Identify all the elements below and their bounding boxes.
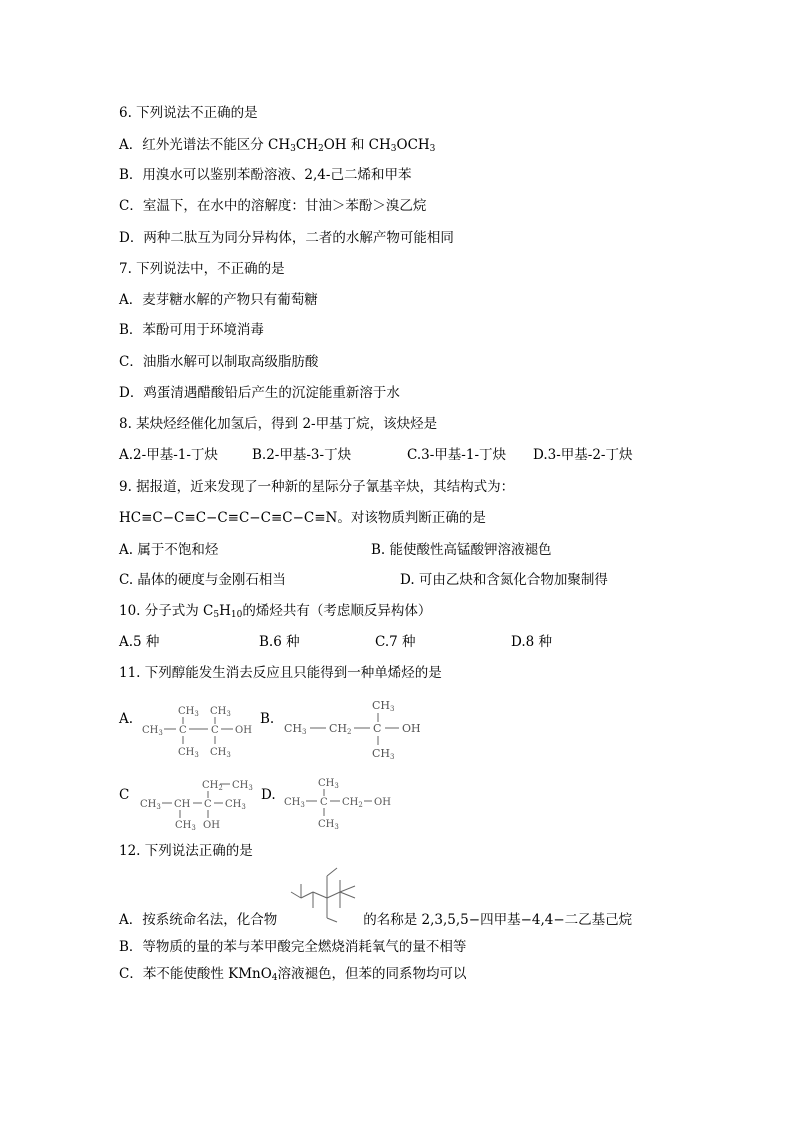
svg-text:CH3: $CH_3$ (232, 780, 253, 792)
q10-stem: 10. 分子式为 $C_5H_{10}$的烯烃共有（考虑顺反异构体） (119, 603, 432, 620)
q6-option-d: D．两种二肽互为同分异构体，二者的水解产物可能相同 (119, 230, 454, 246)
q12-option-c: C．苯不能使酸性 KMnO$_4$溶液褪色，但苯的同系物均可以 (119, 966, 467, 983)
q11-option-a-label: A. (119, 711, 134, 727)
q9-option-d: D. 可由乙炔和含氮化合物加聚制得 (400, 572, 608, 588)
svg-text:C: C (179, 725, 187, 736)
q9-formula-line: HC≡C−C≡C−C≡C−C≡C−C≡N。对该物质判断正确的是 (119, 510, 486, 526)
q7-option-a: A．麦芽糖水解的产物只有葡萄糖 (119, 292, 318, 308)
svg-text:CH3: $CH_3$ (284, 797, 305, 809)
q6-option-c: C．室温下，在水中的溶解度：甘油＞苯酚＞溴乙烷 (119, 198, 427, 214)
q6-option-b: B．用溴水可以鉴别苯酚溶液、2,4-己二烯和甲苯 (119, 167, 412, 183)
q11-option-b-label: B. (260, 711, 275, 727)
q11-structure-d (282, 774, 402, 834)
svg-text:C: C (204, 799, 212, 810)
q8-option-b: B.2-甲基-3-丁炔 (252, 447, 352, 463)
q8-option-d: D.3-甲基-2-丁炔 (533, 447, 633, 463)
svg-text:OH: OH (402, 722, 421, 735)
q11-structure-c (138, 776, 258, 834)
svg-text:CH2: $CH_2$ (342, 797, 363, 809)
q7-option-c: C．油脂水解可以制取高级脂肪酸 (119, 354, 319, 370)
q11-option-d-label: D. (261, 787, 276, 803)
svg-text:CH2: CH2 (329, 722, 352, 736)
svg-text:C: C (373, 722, 382, 735)
q9-stem: 9. 据报道，近来发现了一种新的星际分子氰基辛炔，其结构式为： (119, 479, 515, 495)
q11-structure-b (282, 697, 427, 765)
q8-option-a: A.2-甲基-1-丁炔 (119, 447, 218, 463)
svg-text:CH: CH (174, 799, 191, 810)
q8-option-c: C.3-甲基-1-丁炔 (407, 447, 507, 463)
svg-text:OH: OH (203, 820, 220, 831)
q9-option-c: C. 晶体的硬度与金刚石相当 (119, 572, 286, 588)
svg-text:CH3: $CH_3$ (175, 820, 196, 832)
svg-text:CH3: CH3 (372, 699, 395, 713)
svg-text:CH3: $CH_3$ (225, 799, 246, 811)
q8-stem: 8. 某炔烃经催化加氢后，得到 2-甲基丁烷，该炔烃是 (119, 416, 438, 432)
q6-option-a: A．红外光谱法不能区分 $CH_3CH_2OH$ 和 $CH_3OCH_3$ (119, 137, 436, 154)
svg-text:C: C (211, 725, 219, 736)
q10-option-c: C.7 种 (375, 634, 416, 650)
q10-option-a: A.5 种 (119, 634, 160, 650)
q7-stem: 7. 下列说法中，不正确的是 (119, 261, 285, 277)
svg-text:C: C (320, 797, 328, 808)
svg-text:CH3: $CH_3$ (142, 725, 163, 737)
svg-text:CH3: CH3 (372, 747, 395, 761)
svg-text:OH: OH (374, 797, 391, 808)
q7-option-d: D．鸡蛋清遇醋酸铅后产生的沉淀能重新溶于水 (119, 385, 400, 401)
q10-option-d: D.8 种 (511, 634, 553, 650)
q11-structure-a (138, 700, 258, 762)
q6-stem: 6. 下列说法不正确的是 (119, 105, 258, 121)
svg-text:CH3: CH3 (284, 722, 307, 736)
svg-text:CH3: $CH_3$ (210, 747, 231, 759)
q11-stem: 11. 下列醇能发生消去反应且只能得到一种单烯烃的是 (119, 665, 442, 681)
q7-option-b: B．苯酚可用于环境消毒 (119, 322, 264, 338)
svg-text:CH3: $CH_3$ (210, 706, 231, 718)
svg-text:CH2: $CH_2$ (202, 780, 223, 792)
q12-option-b: B．等物质的量的苯与苯甲酸完全燃烧消耗氧气的量不相等 (119, 939, 467, 955)
svg-text:CH3: $CH_3$ (140, 799, 161, 811)
q10-option-b: B.6 种 (259, 634, 300, 650)
svg-text:CH3: $CH_3$ (178, 747, 199, 759)
q11-option-c-label: C (119, 787, 130, 803)
svg-text:CH3: $CH_3$ (318, 819, 339, 831)
q12-stem: 12. 下列说法正确的是 (119, 843, 253, 859)
svg-text:CH3: $CH_3$ (318, 778, 339, 790)
q9-option-a: A. 属于不饱和烃 (119, 542, 219, 558)
svg-text:CH3: $CH_3$ (178, 706, 199, 718)
q9-formula: HC≡C−C≡C−C≡C−C≡C−C≡N (119, 510, 338, 526)
q12-option-a: A．按系统命名法，化合物 的名称是 2,3,5,5−四甲基−4,4−二乙基己烷 (119, 912, 633, 928)
q9-option-b: B. 能使酸性高锰酸钾溶液褪色 (371, 542, 552, 558)
svg-text:OH: OH (235, 725, 252, 736)
